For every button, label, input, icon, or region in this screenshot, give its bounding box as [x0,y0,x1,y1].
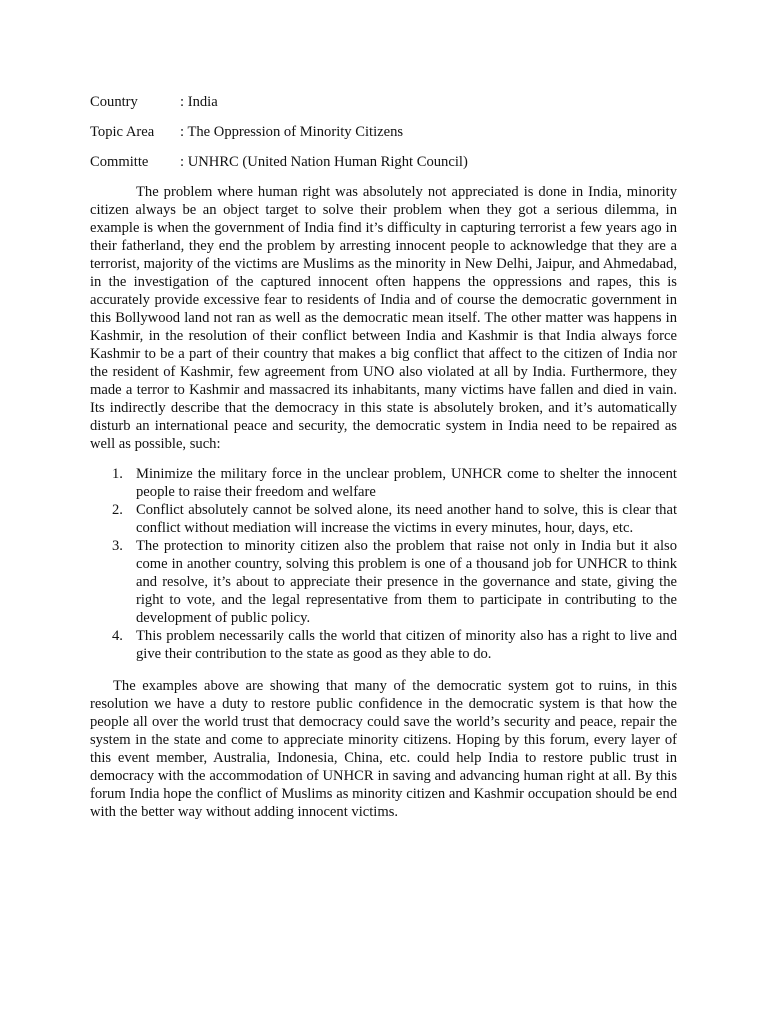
list-item-number: 1. [112,466,123,482]
committee-value: : UNHRC (United Nation Human Right Council) [180,154,468,170]
solutions-list [90,465,677,663]
list-item-text: Conflict absolutely cannot be solved alone, its need another hand to solve, this is clear that conflict without mediation will increase the victims in every minutes, hour, days, etc. [136,502,677,536]
topic-area-label: Topic Area [90,124,155,140]
committee-row [90,153,677,171]
list-item [90,501,677,537]
list-item [90,465,677,501]
topic-area-value: : The Oppression of Minority Citizens [180,124,404,140]
country-label: Country [90,94,138,110]
document-page [90,93,677,821]
country-row [90,93,677,111]
closing-paragraph: The examples above are showing that many of the democratic system got to ruins, in this resolution we have a duty to restore public confidence in the democratic system is that how the people all over the world trust that democracy could save the world’s security and peace, repair the system in the state and come to appreciate minority citizens. Hoping by this forum, every layer of this event member, Australia, Indonesia, China, etc. could help India to restore public trust in democracy with the accommodation of UNHCR in saving and advancing human right at all. By this forum India hope the conflict of Muslims as minority citizen and Kashmir occupation should be end with the better way without adding innocent victims. [90,678,677,820]
list-item-text: The protection to minority citizen also the problem that raise not only in India but it also come in another country, solving this problem is one of a thousand job for UNHCR to think and resolve, it’s about to appreciate their presence in the governance and state, giving the right to vote, and the legal representative from them to participate in contributing to the development of public policy. [136,538,677,626]
list-item [90,537,677,627]
topic-area-row [90,123,677,141]
list-item-number: 2. [112,502,123,518]
list-item-text: Minimize the military force in the unclear problem, UNHCR come to shelter the innocent people to raise their freedom and welfare [136,466,677,500]
list-item-number: 3. [112,538,123,554]
intro-paragraph: The problem where human right was absolutely not appreciated is done in India, minority citizen always be an object target to solve their problem when they got a serious dilemma, in example is when the government of India find it’s difficulty in capturing terrorist a few years ago in their fatherland, they end the problem by arresting innocent people to acknowledge that they are a terrorist, majority of the victims are Muslims as the minority in New Delhi, Jaipur, and Ahmedabad, in the investigation of the captured innocent often happens the oppressions and rapes, this is accurately provide excessive fear to residents of India and of course the democratic government in this Bollywood land not ran as well as the democratic mean itself. The other matter was happens in Kashmir, in the resolution of their conflict between India and Kashmir is that India always force Kashmir to be a part of their country that makes a big conflict that affect to the citizen of India nor the resident of Kashmir, few agreement from UNO also violated at all by India. Furthermore, they made a terror to Kashmir and massacred its inhabitants, many victims have fallen and died in vain. Its indirectly describe that the democracy in this state is absolutely broken, and it’s automatically disturb an international peace and security, the democratic system in India need to be repaired as well as possible, such: [90,184,677,452]
list-item-text: This problem necessarily calls the world that citizen of minority also has a right to live and give their contribution to the state as good as they able to do. [136,628,677,662]
list-item-number: 4. [112,628,123,644]
list-item [90,627,677,663]
committee-label: Committe [90,154,149,170]
country-value: : India [180,94,218,110]
